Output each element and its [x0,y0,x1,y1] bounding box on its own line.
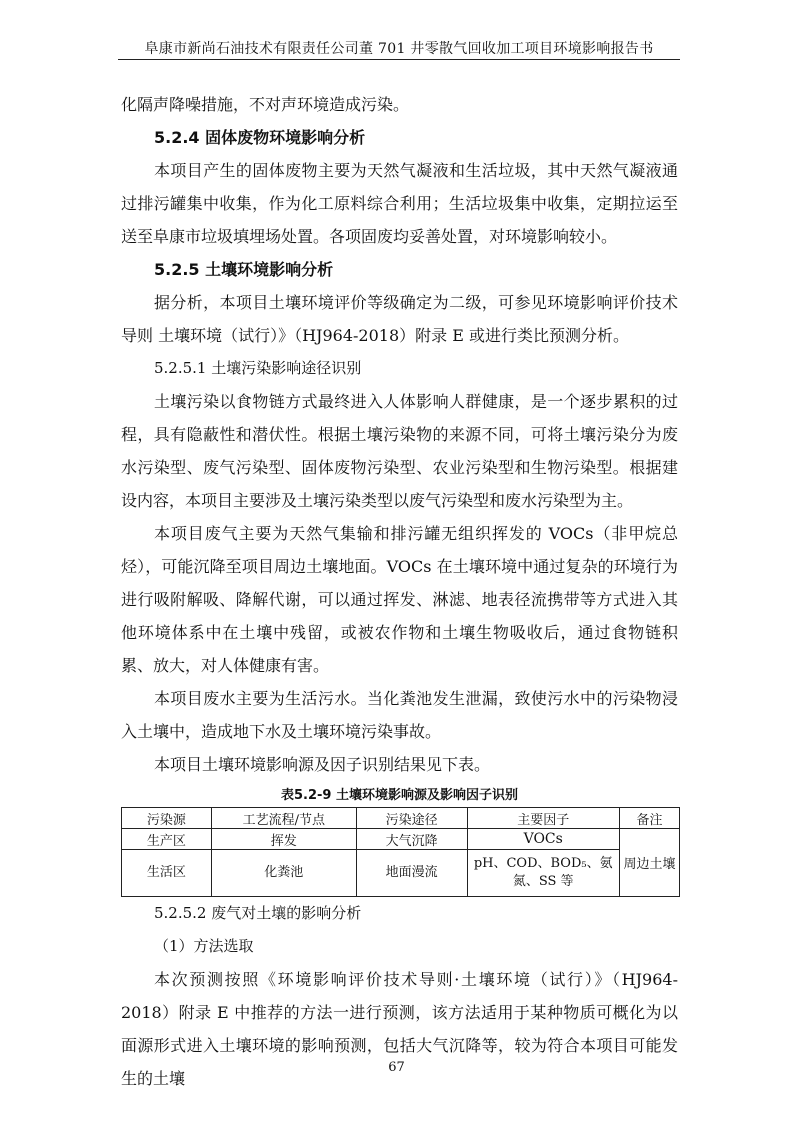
paragraph-soil-pollution-types: 土壤污染以食物链方式最终进入人体影响人群健康，是一个逐步累积的过程，具有隐蔽性和潜伏性。根据土壤污染物的来源不同，可将土壤污染分为废水污染型、废气污染型、固体废物污染型、农业污染型和生物污染型。根据建设内容，本项目主要涉及土壤污染类型以废气污染型和废水污染型为主。 [121,392,678,510]
col-header-source: 污染源 [122,808,212,829]
heading-method-selection: （1）方法选取 [154,937,254,955]
header-rule [118,59,680,60]
paragraph-method: 本次预测按照《环境影响评价技术导则·土壤环境（试行）》（HJ964-2018）附录 E 中推荐的方法一进行预测，该方法适用于某种物质可概化为以面源形式进入土壤环境的影响预测，包括大气沉降等，较为符合本项目可能发生的土壤 [121,970,678,1088]
heading-5-2-5-2: 5.2.5.2 废气对土壤的影响分析 [154,904,362,922]
heading-5-2-4: 5.2.4 固体废物环境影响分析 [154,128,366,147]
table-row [122,850,680,897]
page-number: 67 [388,1060,405,1075]
heading-5-2-5-1: 5.2.5.1 土壤污染影响途径识别 [154,359,362,377]
paragraph-solid-waste: 本项目产生的固体废物主要为天然气凝液和生活垃圾，其中天然气凝液通过排污罐集中收集，作为化工原料综合利用；生活垃圾集中收集，定期拉运至送至阜康市垃圾填埋场处置。各项固废均妥善处置，对环境影响较小。 [121,161,678,246]
soil-impact-table [121,807,680,897]
page-body [121,88,678,1095]
table-cell: 生活区 [122,850,212,897]
paragraph-noise-end: 化隔声降噪措施，不对声环境造成污染。 [121,95,410,114]
col-header-process: 工艺流程/节点 [211,808,356,829]
paragraph-soil-grade: 据分析，本项目土壤环境评价等级确定为二级，可参见环境影响评价技术导则 土壤环境（试行）》（HJ964-2018）附录 E 或进行类比预测分析。 [121,293,678,345]
table-cell: 化粪池 [211,850,356,897]
table-caption: 表5.2-9 土壤环境影响源及影响因子识别 [281,788,518,803]
paragraph-wastewater: 本项目废水主要为生活污水。当化粪池发生泄漏，致使污水中的污染物浸入土壤中，造成地下水及土壤环境污染事故。 [121,689,678,741]
running-header: 阜康市新尚石油技术有限责任公司董 701 井零散气回收加工项目环境影响报告书 [144,41,654,57]
col-header-pathway: 污染途径 [356,808,467,829]
col-header-note: 备注 [619,808,679,829]
table-cell: VOCs [467,829,619,850]
table-note-cell: 周边土壤 [619,829,679,897]
paragraph-vocs: 本项目废气主要为天然气集输和排污罐无组织挥发的 VOCs（非甲烷总烃），可能沉降至项目周边土壤地面。VOCs 在土壤环境中通过复杂的环境行为进行吸附解吸、降解代谢，可以通过挥发、淋滤、地表径流携带等方式进入其他环境体系中在土壤中残留，或被农作物和土壤生物吸收后，通过食物链积累、放大，对人体健康有害。 [121,524,678,675]
table-cell: 挥发 [211,829,356,850]
heading-5-2-5: 5.2.5 土壤环境影响分析 [154,260,334,279]
table-header-row [122,808,680,829]
table-cell: 大气沉降 [356,829,467,850]
paragraph-table-intro: 本项目土壤环境影响源及因子识别结果见下表。 [154,755,491,774]
table-cell: 地面漫流 [356,850,467,897]
col-header-factor: 主要因子 [467,808,619,829]
table-row [122,829,680,850]
table-cell: pH、COD、BOD₅、氨氮、SS 等 [467,850,619,897]
table-cell: 生产区 [122,829,212,850]
